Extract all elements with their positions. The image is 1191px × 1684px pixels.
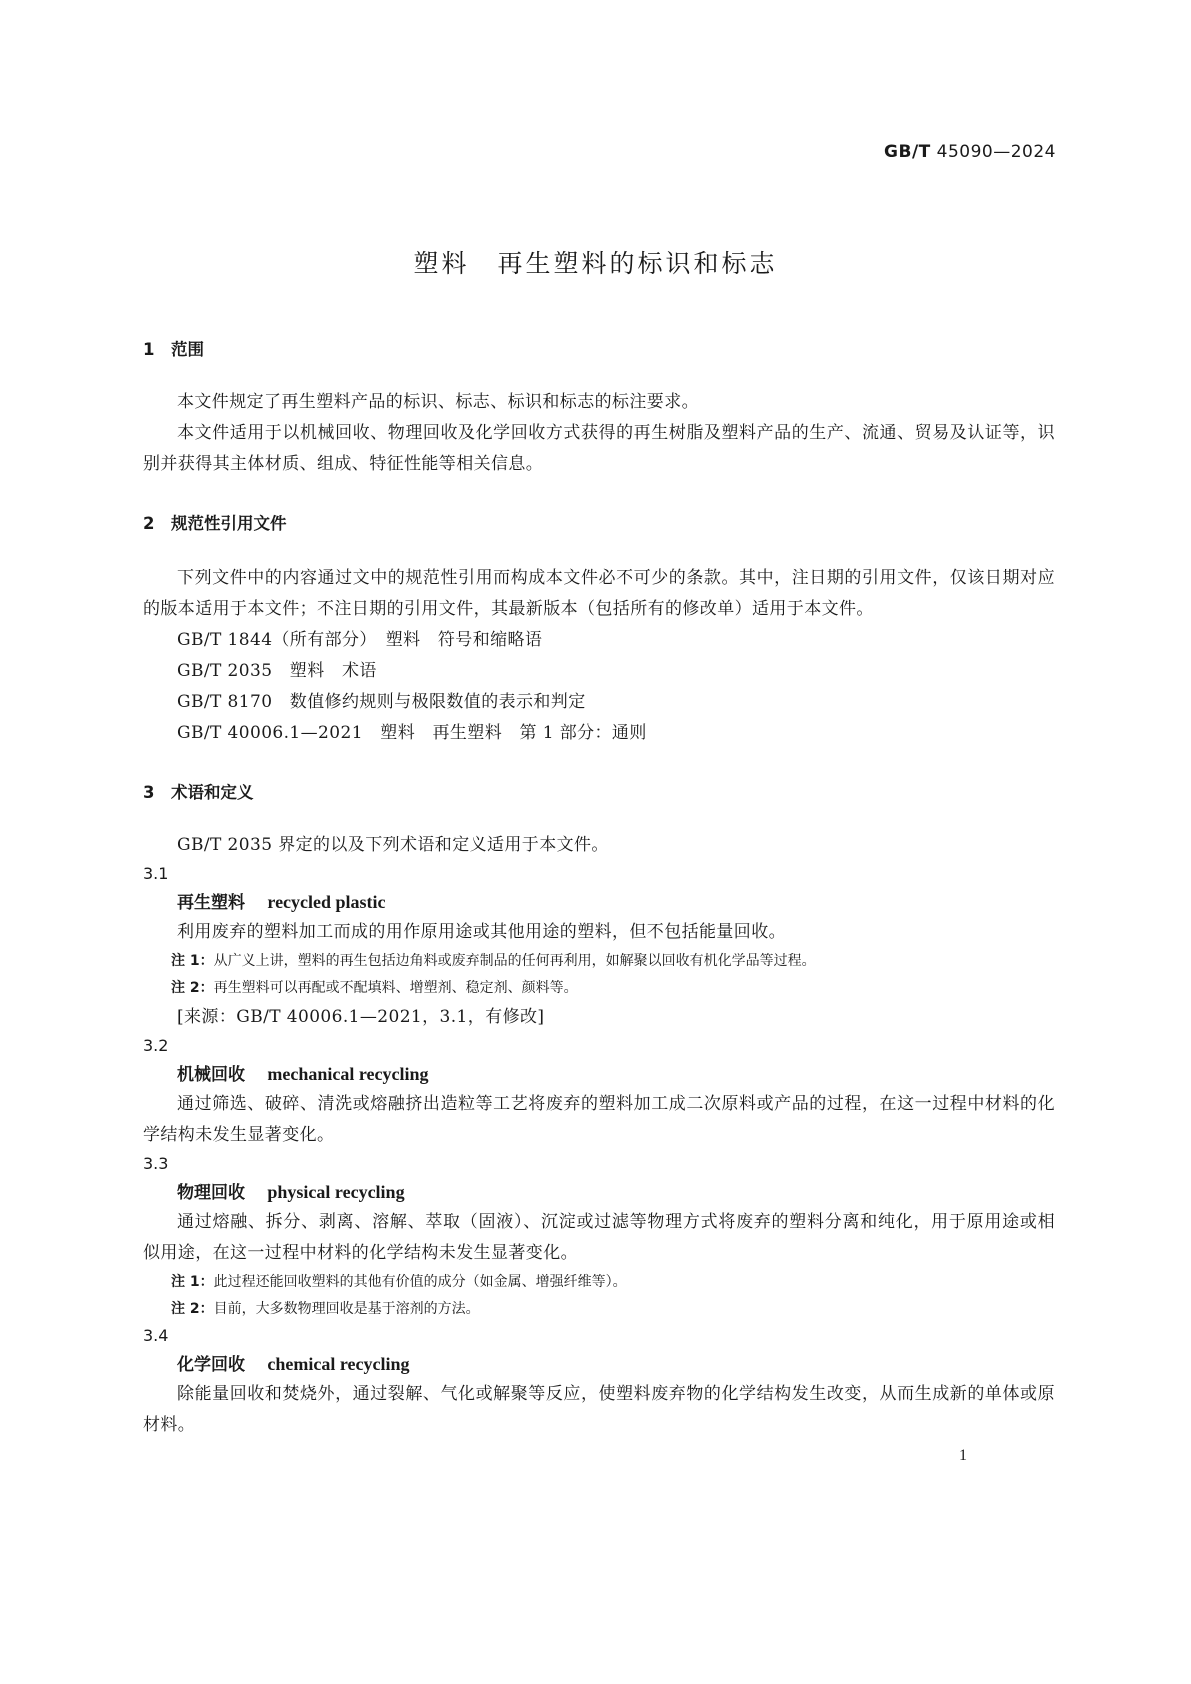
term-number: 3.4 bbox=[143, 1326, 169, 1345]
term-definition: 除能量回收和焚烧外，通过裂解、气化或解聚等反应，使塑料废弃物的化学结构发生改变，从而生成新的单体或原材料。 bbox=[143, 1384, 1055, 1435]
term-entry bbox=[143, 887, 1055, 917]
note-label: 注 1： bbox=[171, 953, 214, 969]
term-definition: 通过熔融、拆分、剥离、溶解、萃取（固液）、沉淀或过滤等物理方式将废弃的塑料分离和纯化，用于原用途或相似用途，在这一过程中材料的化学结构未发生显著变化。 bbox=[143, 1212, 1055, 1263]
term-number: 3.3 bbox=[143, 1154, 169, 1173]
reference-item: GB/T 40006.1—2021 塑料 再生塑料 第 1 部分：通则 bbox=[177, 723, 647, 743]
note bbox=[143, 948, 1055, 975]
section-heading-terms: 3 术语和定义 bbox=[143, 783, 254, 802]
paragraph: GB/T 2035 界定的以及下列术语和定义适用于本文件。 bbox=[177, 835, 609, 855]
note bbox=[143, 1269, 1055, 1296]
page-number: 1 bbox=[959, 1447, 967, 1464]
term-chinese: 化学回收 bbox=[177, 1355, 245, 1375]
standard-prefix: GB/T bbox=[884, 142, 931, 162]
term-english: physical recycling bbox=[267, 1182, 405, 1202]
note-text: 再生塑料可以再配或不配填料、增塑剂、稳定剂、颜料等。 bbox=[213, 980, 578, 996]
term-entry bbox=[143, 1177, 1055, 1207]
term-english: chemical recycling bbox=[267, 1354, 410, 1374]
note-text: 从广义上讲，塑料的再生包括边角料或废弃制品的任何再利用，如解聚以回收有机化学品等过程。 bbox=[213, 953, 816, 969]
note-label: 注 2： bbox=[171, 1301, 214, 1317]
note bbox=[143, 1296, 1055, 1323]
term-english: mechanical recycling bbox=[267, 1064, 429, 1084]
standard-number bbox=[884, 142, 1056, 162]
term-chinese: 机械回收 bbox=[177, 1065, 245, 1085]
paragraph: 下列文件中的内容通过文中的规范性引用而构成本文件必不可少的条款。其中，注日期的引用文件，仅该日期对应的版本适用于本文件；不注日期的引用文件，其最新版本（包括所有的修改单）适用于本文件。 bbox=[143, 568, 1055, 619]
term-number: 3.1 bbox=[143, 864, 169, 883]
document-title: 塑料 再生塑料的标识和标志 bbox=[413, 249, 778, 278]
paragraph: 本文件适用于以机械回收、物理回收及化学回收方式获得的再生树脂及塑料产品的生产、流通、贸易及认证等，识别并获得其主体材质、组成、特征性能等相关信息。 bbox=[143, 423, 1055, 474]
term-source: [来源：GB/T 40006.1—2021，3.1，有修改] bbox=[177, 1007, 545, 1027]
term-entry bbox=[143, 1349, 1055, 1379]
note-text: 目前，大多数物理回收是基于溶剂的方法。 bbox=[213, 1301, 480, 1317]
reference-item: GB/T 8170 数值修约规则与极限数值的表示和判定 bbox=[177, 692, 586, 712]
term-definition: 通过筛选、破碎、清洗或熔融挤出造粒等工艺将废弃的塑料加工成二次原料或产品的过程，在这一过程中材料的化学结构未发生显著变化。 bbox=[143, 1094, 1055, 1145]
term-english: recycled plastic bbox=[267, 892, 386, 912]
note-label: 注 1： bbox=[171, 1274, 214, 1290]
term-entry bbox=[143, 1059, 1055, 1089]
section-heading-normative-references: 2 规范性引用文件 bbox=[143, 514, 287, 533]
document-body bbox=[143, 340, 1055, 1441]
term-number: 3.2 bbox=[143, 1036, 169, 1055]
note-text: 此过程还能回收塑料的其他有价值的成分（如金属、增强纤维等）。 bbox=[213, 1274, 627, 1290]
note bbox=[143, 975, 1055, 1002]
standard-code: 45090—2024 bbox=[930, 142, 1056, 162]
section-heading-scope: 1 范围 bbox=[143, 340, 204, 359]
reference-item: GB/T 2035 塑料 术语 bbox=[177, 661, 377, 681]
term-chinese: 再生塑料 bbox=[177, 893, 245, 913]
paragraph: 本文件规定了再生塑料产品的标识、标志、标识和标志的标注要求。 bbox=[177, 392, 699, 412]
term-chinese: 物理回收 bbox=[177, 1183, 245, 1203]
reference-item: GB/T 1844（所有部分） 塑料 符号和缩略语 bbox=[177, 630, 543, 650]
note-label: 注 2： bbox=[171, 980, 214, 996]
term-definition: 利用废弃的塑料加工而成的用作原用途或其他用途的塑料，但不包括能量回收。 bbox=[177, 922, 786, 942]
